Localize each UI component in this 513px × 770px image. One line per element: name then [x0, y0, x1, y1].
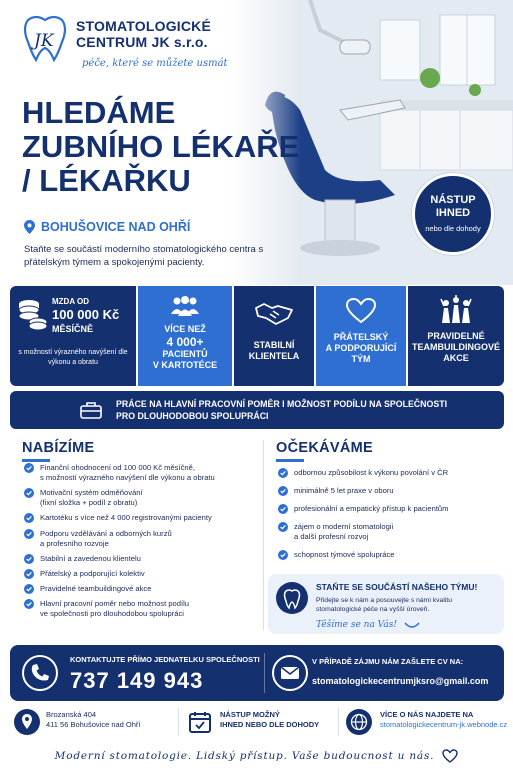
- address-line1: Brozanská 404: [46, 710, 97, 719]
- mail-label: V PŘÍPADĚ ZÁJMU NÁM ZAŠLETE CV NA:: [312, 657, 464, 666]
- list-item-line1: odbornou způsobilost k výkonu povolání v ČR: [294, 468, 449, 477]
- join-team-text: Přidejte se k nám a posouvejte s námi kvalitu stomatologické péče na vyšší úroveň.: [316, 597, 453, 613]
- mail-icon[interactable]: [272, 655, 308, 691]
- address-line2: 411 56 Bohušovice nad Ohří: [46, 720, 141, 729]
- offer-list: [24, 463, 260, 625]
- list-item-line1: minimálně 5 let praxe v oboru: [294, 486, 394, 495]
- headline-line3: / LÉKAŘKU: [22, 163, 191, 198]
- list-item-text: [294, 522, 393, 542]
- heart-outline-icon: [442, 749, 458, 763]
- headline-line2: ZUBNÍHO LÉKAŘE: [22, 129, 300, 164]
- web-line1: VÍCE O NÁS NAJDETE NA: [380, 710, 474, 719]
- start-line1: NÁSTUP MOŽNÝ: [220, 710, 280, 719]
- check-circle-icon: [24, 584, 34, 594]
- list-item-line1: Motivační systém odměňování: [40, 488, 143, 498]
- list-item: [24, 584, 260, 594]
- list-item: [278, 550, 502, 560]
- list-item-line1: Kartotéku s více než 4 000 registrovanými pacienty: [40, 513, 212, 523]
- list-item: [24, 599, 260, 619]
- info-divider-1: [178, 708, 179, 736]
- list-item-text: [294, 468, 448, 478]
- list-item: [278, 504, 502, 514]
- page-headline: [22, 96, 299, 198]
- list-item: [278, 486, 502, 496]
- list-item-text: [40, 463, 215, 483]
- events-line3: AKCE: [443, 353, 469, 363]
- footer-slogan: [0, 742, 513, 770]
- team-line1: PŘÁTELSKÝ: [333, 332, 389, 342]
- start-line2: IHNED NEBO DLE DOHODY: [220, 720, 320, 729]
- clinic-tagline: péče, které se můžete usmát: [82, 58, 228, 69]
- check-circle-icon: [24, 529, 34, 539]
- column-divider: [263, 440, 264, 630]
- patients-line4: V KARTOTÉCE: [152, 360, 218, 370]
- list-item: [24, 554, 260, 564]
- check-circle-icon: [24, 569, 34, 579]
- list-item-text: [40, 584, 151, 594]
- phone-label: KONTAKTUJTE PŘÍMO JEDNATELKU SPOLEČNOSTI: [70, 655, 260, 664]
- list-item-line1: Finanční ohodnocení od 100 000 Kč měsíčně,: [40, 463, 195, 472]
- list-item: [278, 522, 502, 542]
- join-team-box: [268, 574, 504, 634]
- web-info: [380, 706, 507, 738]
- list-item: [24, 529, 260, 549]
- check-circle-icon: [24, 599, 34, 609]
- events-line1: PRAVIDELNÉ: [427, 331, 485, 341]
- list-item: [24, 463, 260, 483]
- check-circle-icon: [278, 550, 288, 560]
- employment-banner: [10, 391, 504, 429]
- list-item-line1: Přátelský a podporující kolektiv: [40, 568, 145, 578]
- list-item-text: [294, 486, 394, 496]
- heart-icon: [346, 298, 376, 324]
- join-team-title: STAŇTE SE SOUČÁSTÍ NAŠEHO TÝMU!: [316, 582, 478, 592]
- list-item-line1: Pravidelné teambuildingové akce: [40, 584, 152, 594]
- team-line3: TÝM: [351, 354, 371, 364]
- events-line2: TEAMBUILDINGOVÉ: [411, 342, 500, 352]
- phone-icon[interactable]: [22, 655, 58, 691]
- clinic-name-line2: CENTRUM JK s.r.o.: [76, 34, 208, 50]
- list-item-line1: zájem o moderní stomatologii: [294, 522, 394, 531]
- list-item-text: [40, 529, 172, 549]
- location-text: BOHUŠOVICE NAD OHŘÍ: [41, 220, 191, 234]
- offer-title-underline: [22, 459, 50, 462]
- expect-title-underline: [276, 459, 304, 462]
- start-info: [220, 706, 319, 738]
- check-circle-icon: [24, 488, 34, 498]
- check-circle-icon: [278, 468, 288, 478]
- check-circle-icon: [24, 463, 34, 473]
- list-item-line2: a profesního rozvoje: [40, 538, 109, 548]
- list-item: [24, 488, 260, 508]
- footer-slogan-text: Moderní stomatologie. Lidský přístup. Vaše budoucnost u nás.: [54, 750, 435, 762]
- clinic-name-line1: STOMATOLOGICKÉ: [76, 18, 212, 34]
- expect-title: [276, 440, 373, 462]
- check-circle-icon: [278, 522, 288, 532]
- location: [24, 220, 190, 234]
- benefit-salary: [10, 286, 136, 386]
- badge-line2: IHNED: [435, 207, 471, 219]
- list-item-line2: a další profesní rozvoj: [294, 532, 369, 541]
- join-team-sign: [316, 620, 420, 630]
- badge-line1: NÁSTUP: [430, 194, 476, 206]
- check-circle-icon: [278, 504, 288, 514]
- benefit-events: [406, 286, 504, 386]
- people-icon: [169, 296, 201, 318]
- list-item-text: [40, 513, 212, 523]
- headline-line1: HLEDÁME: [22, 95, 176, 130]
- salary-note: s možností výrazného navýšení dle výkonu a obratu: [18, 349, 128, 366]
- join-team-sign-text: Těšíme se na Vás!: [316, 620, 397, 630]
- benefits-strip: [10, 286, 504, 386]
- check-circle-icon: [24, 554, 34, 564]
- benefit-stable: [232, 286, 314, 386]
- check-circle-icon: [24, 513, 34, 523]
- list-item-line1: Podporu vzdělávání a odborných kurzů: [40, 528, 172, 538]
- smile-icon: [404, 621, 420, 629]
- list-item-text: [40, 569, 145, 579]
- globe-icon: [346, 709, 372, 735]
- tooth-logo-icon: [22, 14, 68, 62]
- address-info: [46, 706, 141, 738]
- list-item: [278, 468, 502, 478]
- mail-address[interactable]: stomatologickecentrumjksro@gmail.com: [312, 676, 489, 686]
- contact-bar: [10, 645, 504, 701]
- team-line2: A PODPORUJÍCÍ: [325, 343, 397, 353]
- list-item-line1: schopnost týmové spolupráce: [294, 550, 395, 559]
- badge-line3: nebo dle dohody: [425, 224, 481, 233]
- patients-line1: VÍCE NEŽ: [164, 324, 206, 334]
- list-item: [24, 513, 260, 523]
- salary-value: 100 000 Kč: [52, 307, 120, 322]
- list-item: [24, 569, 260, 579]
- location-pin-icon: [14, 709, 40, 735]
- list-item-line1: Stabilní a zavedenou klientelu: [40, 553, 141, 563]
- stable-line1: STABILNÍ: [253, 340, 295, 350]
- list-item-text: [294, 550, 394, 560]
- stable-line2: KLIENTELA: [248, 351, 300, 361]
- start-badge: [412, 173, 494, 255]
- list-item-text: [294, 504, 449, 514]
- logo-letters: JK: [34, 31, 54, 51]
- banner-line2: PRO DLOUHODOBOU SPOLUPRÁCI: [116, 411, 269, 421]
- coins-icon: [18, 298, 48, 330]
- phone-number[interactable]: 737 149 943: [70, 668, 204, 693]
- offer-title-text: NABÍZÍME: [22, 440, 95, 456]
- handshake-icon: [254, 300, 294, 326]
- list-item-line1: profesionální a empatický přístup k pacientům: [294, 504, 449, 513]
- contact-divider: [264, 653, 265, 693]
- benefit-team: [314, 286, 406, 386]
- check-circle-icon: [278, 486, 288, 496]
- salary-label: MZDA OD: [52, 297, 90, 306]
- patients-line2: 4 000+: [166, 335, 204, 349]
- patients-line3: PACIENTŮ: [162, 349, 208, 359]
- offer-title: [22, 440, 94, 462]
- list-item-line2: ve společnosti pro dlouhodobou spolupráci: [40, 609, 184, 619]
- info-divider-2: [338, 708, 339, 736]
- briefcase-icon: [80, 401, 102, 419]
- intro-text: Staňte se součástí moderního stomatologického centra s přátelským týmem a spokojenými pacienty.: [24, 244, 264, 268]
- map-pin-icon: [24, 220, 35, 234]
- banner-line1: PRÁCE NA HLAVNÍ PRACOVNÍ POMĚR I MOŽNOST PODÍLU NA SPOLEČNOSTI: [116, 399, 448, 409]
- calendar-icon: [188, 710, 212, 734]
- web-link[interactable]: stomatologickecentrum-jk.webnode.cz: [380, 720, 508, 729]
- salary-unit: MĚSÍČNĚ: [52, 324, 94, 334]
- list-item-text: [40, 554, 141, 564]
- list-item-line2: (fixní složka + podíl z obratu): [40, 498, 138, 508]
- list-item-text: [40, 599, 189, 619]
- celebrating-people-icon: [438, 295, 474, 325]
- expect-title-text: OČEKÁVÁME: [276, 440, 373, 456]
- expect-list: [278, 468, 502, 568]
- list-item-line1: Hlavní pracovní poměr nebo možnost podílu: [40, 599, 190, 609]
- clinic-name: [76, 18, 211, 50]
- banner-text: [116, 398, 447, 422]
- list-item-text: [40, 488, 143, 508]
- tooth-icon: [276, 582, 308, 614]
- list-item-line2: s možností výrazného navýšení dle výkonu a obratu: [40, 473, 215, 482]
- clinic-logo: [22, 14, 242, 74]
- benefit-patients: [136, 286, 232, 386]
